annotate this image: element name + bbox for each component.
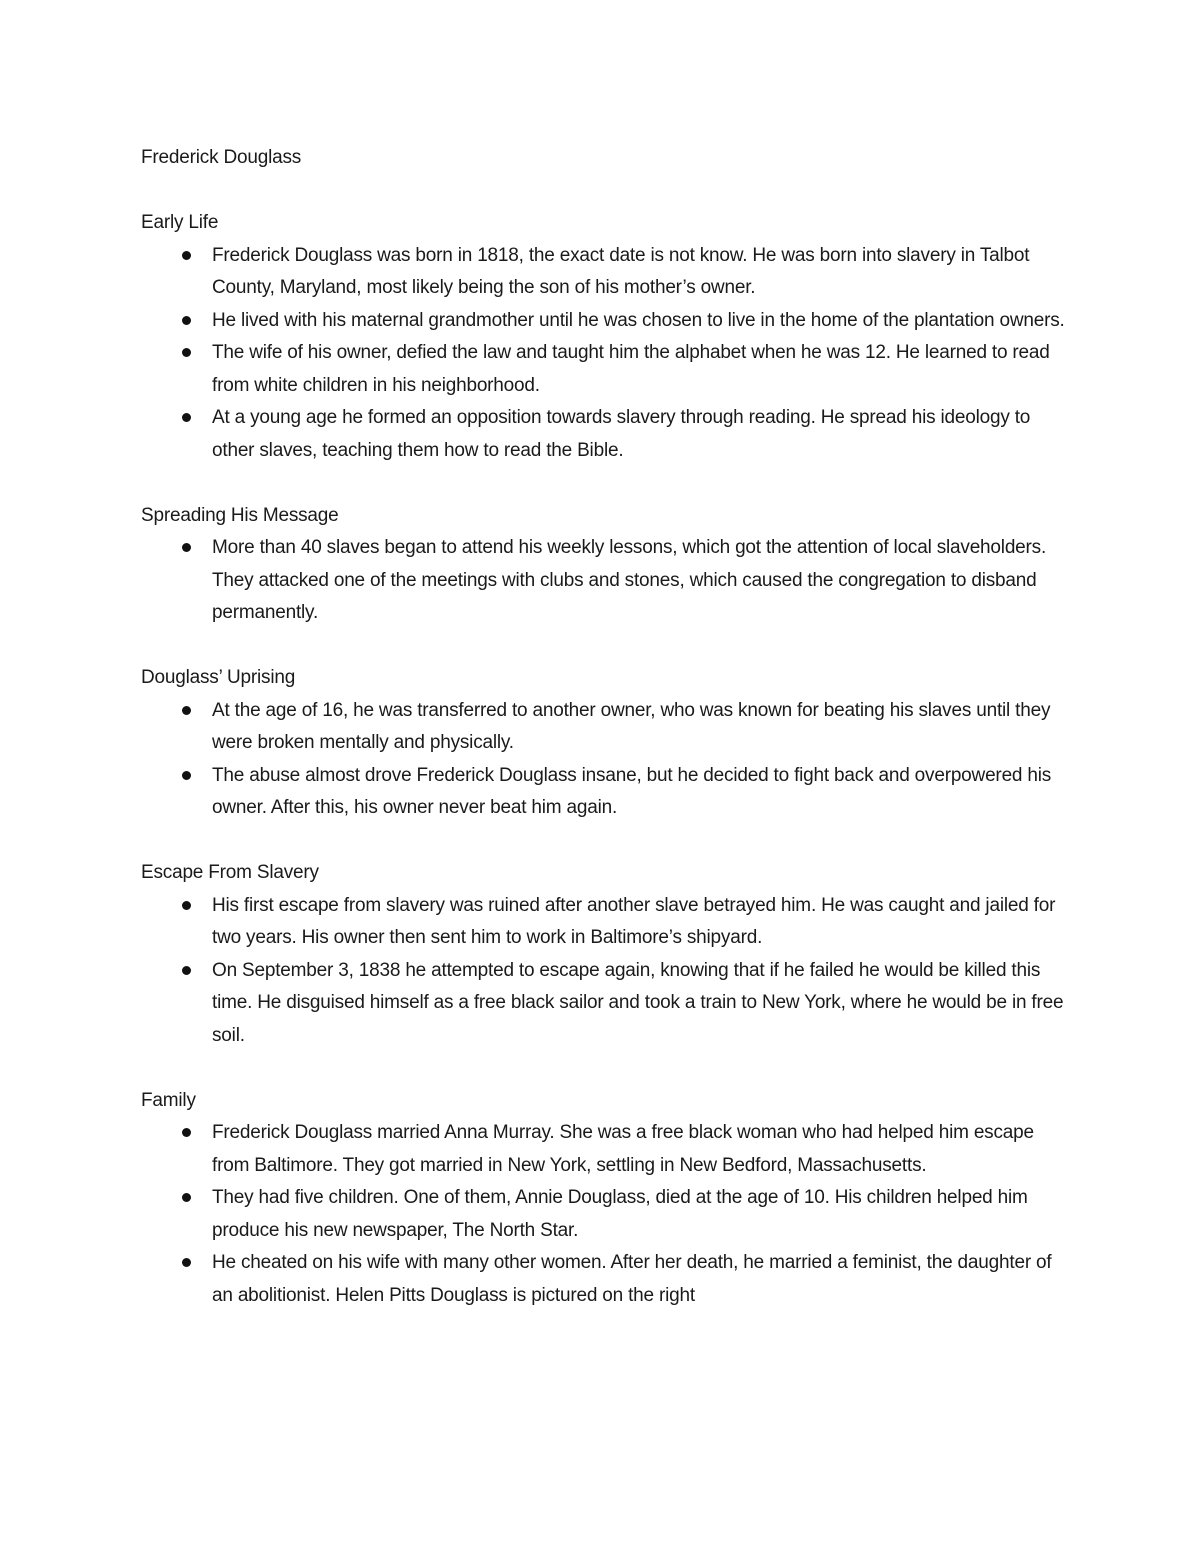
bullet-item bbox=[141, 305, 1071, 338]
section-early-life bbox=[141, 207, 1071, 467]
bullet-item bbox=[141, 402, 1071, 467]
bullet-list bbox=[141, 532, 1071, 630]
section-heading: Spreading His Message bbox=[141, 504, 339, 526]
bullet-item bbox=[141, 955, 1071, 1053]
bullet-item bbox=[141, 240, 1071, 305]
section-family bbox=[141, 1085, 1071, 1313]
bullet-icon bbox=[182, 413, 191, 422]
section-heading: Family bbox=[141, 1089, 196, 1111]
bullet-item bbox=[141, 1247, 1071, 1312]
bullet-icon bbox=[182, 966, 191, 975]
bullet-text: Frederick Douglass married Anna Murray. She was a free black woman who had helped him escape from Baltimore. They got married in New York, settling in New Bedford, Massachusetts. bbox=[212, 1122, 1034, 1176]
bullet-icon bbox=[182, 1258, 191, 1267]
bullet-list bbox=[141, 695, 1071, 825]
bullet-icon bbox=[182, 901, 191, 910]
document-title: Frederick Douglass bbox=[141, 147, 302, 168]
bullet-text: On September 3, 1838 he attempted to escape again, knowing that if he failed he would be killed this time. He disguised himself as a free black sailor and took a train to New York, where he would be in free soil. bbox=[212, 959, 1064, 1046]
bullet-icon bbox=[182, 1128, 191, 1137]
bullet-text: He lived with his maternal grandmother until he was chosen to live in the home of the plantation owners. bbox=[212, 309, 1065, 331]
bullet-list bbox=[141, 240, 1071, 468]
bullet-icon bbox=[182, 706, 191, 715]
bullet-icon bbox=[182, 251, 191, 260]
bullet-text: The abuse almost drove Frederick Douglass insane, but he decided to fight back and overpowered his owner. After this, his owner never beat him again. bbox=[212, 764, 1052, 818]
bullet-text: More than 40 slaves began to attend his weekly lessons, which got the attention of local slaveholders. They attacked one of the meetings with clubs and stones, which caused the congregation to disband permanently. bbox=[212, 537, 1047, 623]
section-heading: Early Life bbox=[141, 212, 219, 233]
bullet-list bbox=[141, 890, 1071, 1053]
bullet-item bbox=[141, 695, 1071, 760]
bullet-icon bbox=[182, 316, 191, 325]
bullet-icon bbox=[182, 1193, 191, 1202]
bullet-text: At the age of 16, he was transferred to another owner, who was known for beating his slaves until they were broken mentally and physically. bbox=[212, 699, 1051, 753]
bullet-text: His first escape from slavery was ruined after another slave betrayed him. He was caught and jailed for two years. His owner then sent him to work in Baltimore’s shipyard. bbox=[212, 894, 1056, 948]
bullet-icon bbox=[182, 543, 191, 552]
bullet-item bbox=[141, 1117, 1071, 1182]
bullet-text: The wife of his owner, defied the law and taught him the alphabet when he was 12. He learned to read from white children in his neighborhood. bbox=[212, 342, 1050, 396]
bullet-icon bbox=[182, 771, 191, 780]
bullet-text: They had five children. One of them, Annie Douglass, died at the age of 10. His children helped him produce his new newspaper, The North Star. bbox=[212, 1187, 1028, 1241]
bullet-text: Frederick Douglass was born in 1818, the exact date is not know. He was born into slavery in Talbot County, Maryland, most likely being the son of his mother’s owner. bbox=[212, 244, 1030, 298]
bullet-item bbox=[141, 760, 1071, 825]
document-body bbox=[141, 142, 1071, 1312]
bullet-item bbox=[141, 337, 1071, 402]
bullet-text: At a young age he formed an opposition towards slavery through reading. He spread his ideology to other slaves, teaching them how to read the Bible. bbox=[212, 407, 1031, 461]
bullet-item bbox=[141, 890, 1071, 955]
bullet-text: He cheated on his wife with many other women. After her death, he married a feminist, the daughter of an abolitionist. Helen Pitts Douglass is pictured on the right bbox=[212, 1252, 1052, 1306]
bullet-list bbox=[141, 1117, 1071, 1312]
section-escape-from-slavery bbox=[141, 857, 1071, 1052]
section-heading: Douglass’ Uprising bbox=[141, 667, 296, 688]
section-douglass-uprising bbox=[141, 662, 1071, 825]
bullet-icon bbox=[182, 348, 191, 357]
bullet-item bbox=[141, 532, 1071, 630]
bullet-item bbox=[141, 1182, 1071, 1247]
section-heading: Escape From Slavery bbox=[141, 862, 319, 883]
section-spreading-his-message bbox=[141, 500, 1071, 630]
